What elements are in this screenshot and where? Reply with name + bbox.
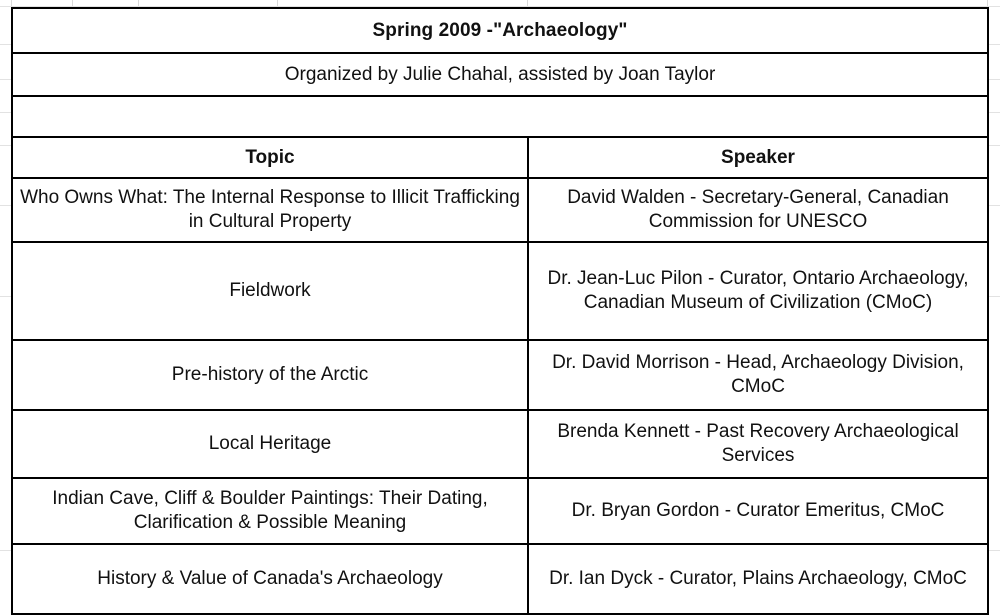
cell-speaker: Brenda Kennett - Past Recovery Archaeological Services [528, 410, 988, 478]
cell-topic: Who Owns What: The Internal Response to Illicit Trafficking in Cultural Property [12, 178, 528, 242]
table-row [12, 178, 988, 242]
table-row [12, 544, 988, 614]
cell-speaker: Dr. David Morrison - Head, Archaeology Division, CMoC [528, 340, 988, 410]
column-header-speaker: Speaker [528, 137, 988, 178]
table-row [12, 340, 988, 410]
document-subtitle: Organized by Julie Chahal, assisted by Joan Taylor [12, 53, 988, 96]
cell-topic: Indian Cave, Cliff & Boulder Paintings: Their Dating, Clarification & Possible Meaning [12, 478, 528, 544]
cell-topic: Pre-history of the Arctic [12, 340, 528, 410]
spacer-cell [12, 96, 988, 137]
table-row [12, 410, 988, 478]
cell-speaker: Dr. Bryan Gordon - Curator Emeritus, CMoC [528, 478, 988, 544]
document-title: Spring 2009 -"Archaeology" [12, 8, 988, 53]
table-row [12, 478, 988, 544]
cell-topic: Local Heritage [12, 410, 528, 478]
cell-topic: Fieldwork [12, 242, 528, 340]
table-row [12, 242, 988, 340]
cell-speaker: Dr. Jean-Luc Pilon - Curator, Ontario Archaeology, Canadian Museum of Civilization (CMoC) [528, 242, 988, 340]
cell-speaker: David Walden - Secretary-General, Canadian Commission for UNESCO [528, 178, 988, 242]
schedule-table [11, 7, 989, 615]
title-row [12, 8, 988, 53]
schedule-table-container [11, 7, 987, 615]
cell-topic: History & Value of Canada's Archaeology [12, 544, 528, 614]
spacer-row [12, 96, 988, 137]
column-header-topic: Topic [12, 137, 528, 178]
column-header-row [12, 137, 988, 178]
subtitle-row [12, 53, 988, 96]
cell-speaker: Dr. Ian Dyck - Curator, Plains Archaeology, CMoC [528, 544, 988, 614]
